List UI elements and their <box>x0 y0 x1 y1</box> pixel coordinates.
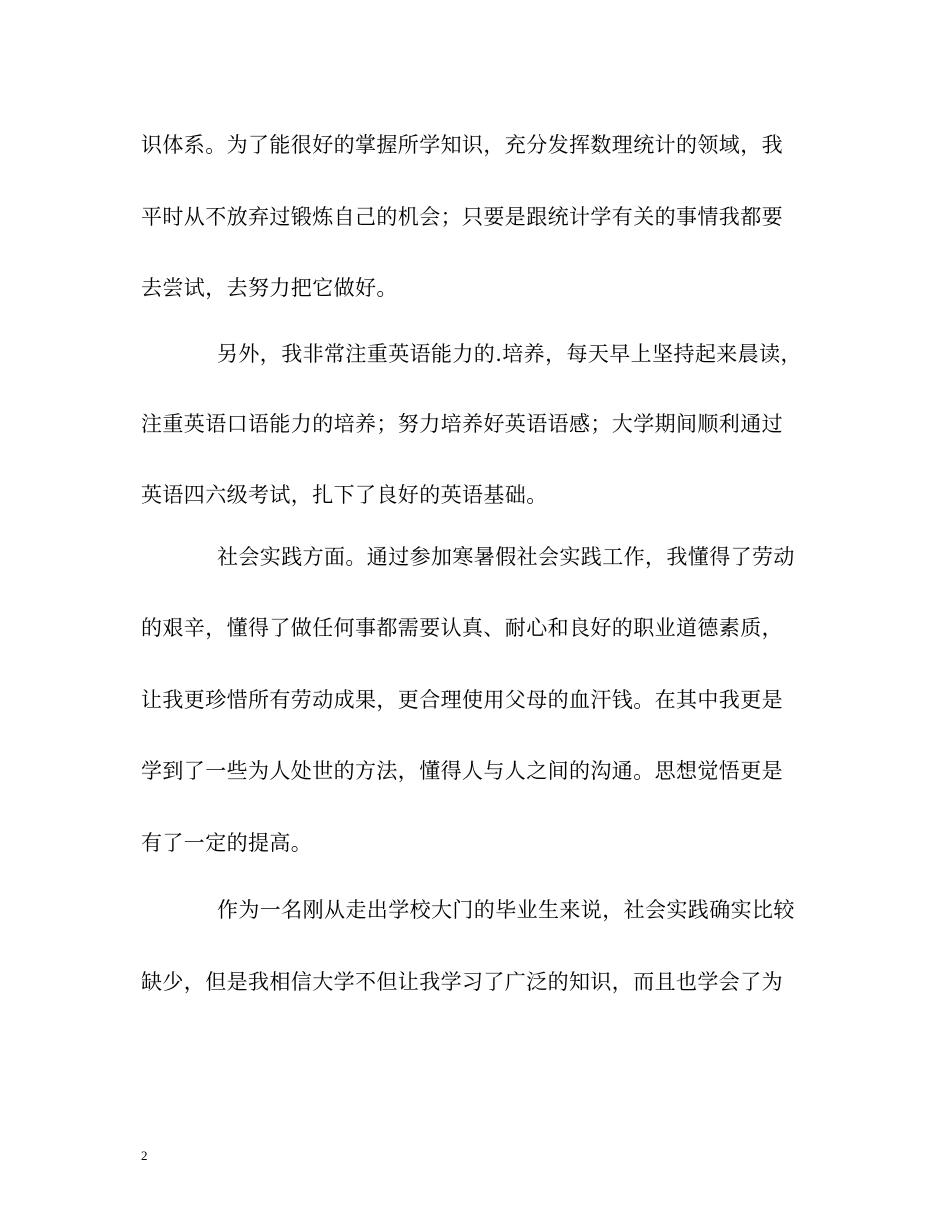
page-number: 2 <box>141 1148 148 1163</box>
text-line: 学到了一些为人处世的方法，懂得人与人之间的沟通。思想觉悟更是 <box>141 759 783 783</box>
text-line: 平时从不放弃过锻炼自己的机会；只要是跟统计学有关的事情我都要 <box>141 205 783 229</box>
text-line: 作为一名刚从走出学校大门的毕业生来说，社会实践确实比较 <box>217 898 795 922</box>
text-line: 让我更珍惜所有劳动成果，更合理使用父母的血汗钱。在其中我更是 <box>141 688 783 712</box>
text-line: 的艰辛，懂得了做任何事都需要认真、耐心和良好的职业道德素质， <box>141 616 783 640</box>
text-line: 社会实践方面。通过参加寒暑假社会实践工作，我懂得了劳动 <box>217 545 795 569</box>
text-line: 另外，我非常注重英语能力的.培养，每天早上坚持起来晨读， <box>217 342 802 366</box>
text-line: 注重英语口语能力的培养；努力培养好英语语感；大学期间顺利通过 <box>141 412 783 436</box>
text-line: 英语四六级考试，扎下了良好的英语基础。 <box>141 483 548 507</box>
text-line: 缺少，但是我相信大学不但让我学习了广泛的知识，而且也学会了为 <box>141 970 783 994</box>
text-line: 去尝试，去努力把它做好。 <box>141 276 398 300</box>
text-line: 识体系。为了能很好的掌握所学知识，充分发挥数理统计的领域，我 <box>141 133 783 157</box>
text-line: 有了一定的提高。 <box>141 831 313 855</box>
